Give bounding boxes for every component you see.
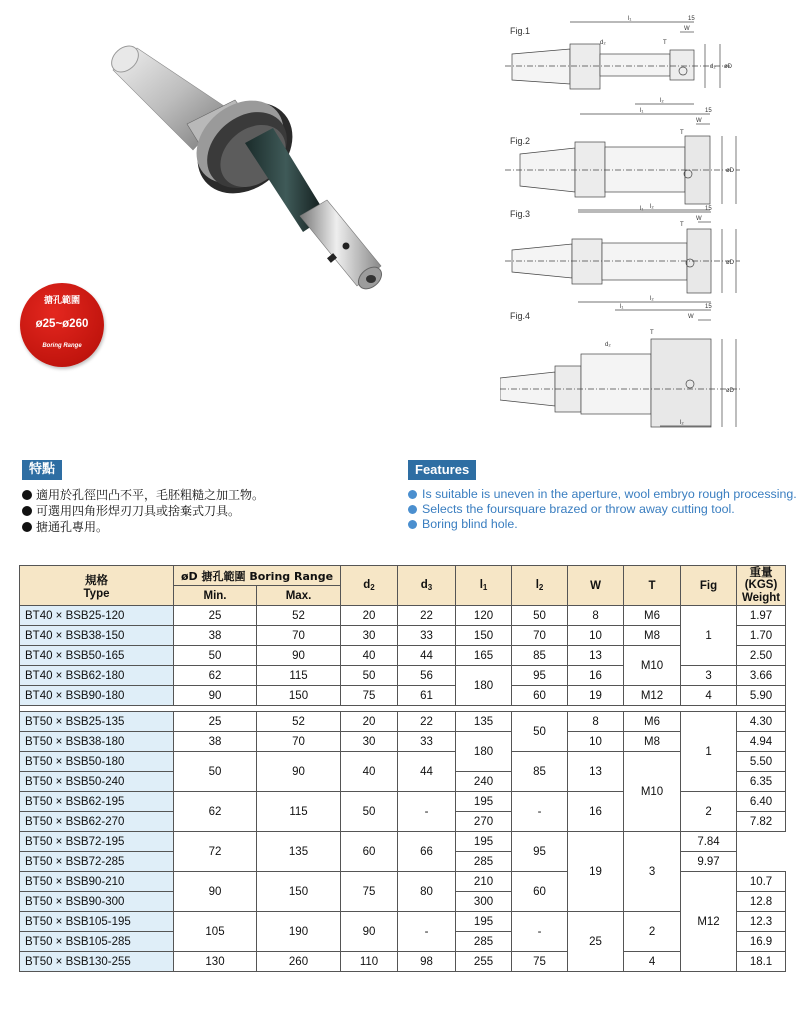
type-cell: BT50 × BSB105-195 <box>20 912 174 932</box>
table-row <box>20 952 786 972</box>
table-cell: 135 <box>456 712 512 732</box>
table-cell: 195 <box>456 832 512 852</box>
table-cell: 1 <box>681 606 737 666</box>
table-cell: 1.70 <box>737 626 786 646</box>
type-cell: BT50 × BSB25-135 <box>20 712 174 732</box>
table-cell: 180 <box>456 666 512 706</box>
svg-text:l₁: l₁ <box>628 16 632 22</box>
type-cell: BT50 × BSB62-195 <box>20 792 174 812</box>
svg-text:øD: øD <box>724 64 732 70</box>
type-cell: BT50 × BSB105-285 <box>20 932 174 952</box>
svg-text:l₁: l₁ <box>620 304 624 310</box>
table-cell: 44 <box>398 646 456 666</box>
table-cell: 10 <box>568 626 624 646</box>
table-cell: M12 <box>681 872 737 972</box>
table-row <box>20 752 786 772</box>
bullet-icon <box>408 490 417 499</box>
table-cell: 9.97 <box>681 852 737 872</box>
technical-drawings <box>500 14 750 434</box>
type-cell: BT50 × BSB90-300 <box>20 892 174 912</box>
type-cell: BT50 × BSB50-240 <box>20 772 174 792</box>
table-cell: 115 <box>257 666 341 686</box>
table-cell: 195 <box>456 912 512 932</box>
fig2-label: Fig.2 <box>510 136 531 146</box>
table-cell: 3 <box>624 832 681 912</box>
drawing-lines <box>500 14 750 434</box>
table-cell: 1 <box>681 712 737 792</box>
table-cell: 50 <box>512 712 568 752</box>
table-cell: 3.66 <box>737 666 786 686</box>
table-cell: 90 <box>341 912 398 952</box>
features-cn-list <box>22 487 264 535</box>
table-cell: 95 <box>512 832 568 872</box>
table-row <box>20 912 786 932</box>
table-cell: 44 <box>398 752 456 792</box>
type-cell: BT40 × BSB25-120 <box>20 606 174 626</box>
type-cell: BT50 × BSB72-195 <box>20 832 174 852</box>
table-cell: 22 <box>398 712 456 732</box>
table-row <box>20 712 786 732</box>
svg-text:l₂: l₂ <box>650 296 654 302</box>
table-cell: 19 <box>568 832 624 912</box>
table-cell: 8 <box>568 712 624 732</box>
table-cell: 18.1 <box>737 952 786 972</box>
table-cell: 33 <box>398 732 456 752</box>
table-cell: 50 <box>341 792 398 832</box>
table-cell: 5.90 <box>737 686 786 706</box>
table-cell: 165 <box>456 646 512 666</box>
type-cell: BT50 × BSB50-180 <box>20 752 174 772</box>
table-cell: 150 <box>257 872 341 912</box>
table-cell: 75 <box>512 952 568 972</box>
table-cell: 4.94 <box>737 732 786 752</box>
svg-text:l₂: l₂ <box>660 98 664 104</box>
svg-text:W: W <box>696 216 702 222</box>
table-cell: 285 <box>456 932 512 952</box>
type-cell: BT50 × BSB62-270 <box>20 812 174 832</box>
max-header: Max. <box>257 586 341 606</box>
table-cell: 180 <box>456 732 512 772</box>
bullet-icon <box>408 520 417 529</box>
table-cell: 240 <box>456 772 512 792</box>
table-cell: 20 <box>341 712 398 732</box>
table-cell: 7.82 <box>737 812 786 832</box>
w-header: W <box>568 566 624 606</box>
table-cell: 56 <box>398 666 456 686</box>
table-cell: 5.50 <box>737 752 786 772</box>
table-cell: 62 <box>174 792 257 832</box>
table-cell: 62 <box>174 666 257 686</box>
svg-text:15: 15 <box>705 108 712 114</box>
bullet-icon <box>408 505 417 514</box>
table-cell: 260 <box>257 952 341 972</box>
table-cell: - <box>398 792 456 832</box>
table-cell: 2 <box>681 792 737 832</box>
svg-text:d₂: d₂ <box>600 40 606 46</box>
list-item: 可選用四角形焊刃刀具或捨棄式刀具。 <box>22 503 264 519</box>
svg-text:W: W <box>684 26 690 32</box>
table-cell: 10.7 <box>737 872 786 892</box>
d3-header: $d_3$ <box>398 566 456 606</box>
bullet-icon <box>22 522 32 532</box>
table-cell: 10 <box>568 732 624 752</box>
table-cell: 7.84 <box>681 832 737 852</box>
table-cell: 150 <box>456 626 512 646</box>
type-cell: BT40 × BSB62-180 <box>20 666 174 686</box>
table-cell: 22 <box>398 606 456 626</box>
table-cell: 25 <box>174 712 257 732</box>
spec-table <box>19 565 786 972</box>
table-cell: 16.9 <box>737 932 786 952</box>
list-item: Boring blind hole. <box>408 517 797 532</box>
table-cell: 120 <box>456 606 512 626</box>
table-cell: 2 <box>624 912 681 952</box>
table-cell: 38 <box>174 626 257 646</box>
table-cell: 50 <box>341 666 398 686</box>
svg-text:l₂: l₂ <box>680 420 684 426</box>
table-cell: 30 <box>341 732 398 752</box>
table-cell: 33 <box>398 626 456 646</box>
table-cell: 150 <box>257 686 341 706</box>
table-cell: 38 <box>174 732 257 752</box>
table-cell: 30 <box>341 626 398 646</box>
table-cell: 25 <box>174 606 257 626</box>
list-item: 搪通孔專用。 <box>22 519 264 535</box>
table-cell: 4.30 <box>737 712 786 732</box>
table-row <box>20 646 786 666</box>
table-cell: 13 <box>568 646 624 666</box>
type-cell: BT50 × BSB130-255 <box>20 952 174 972</box>
badge-range: ø25~ø260 <box>35 318 89 330</box>
table-cell: 80 <box>398 872 456 912</box>
svg-text:d₂: d₂ <box>605 342 611 348</box>
table-cell: 85 <box>512 646 568 666</box>
table-cell: 61 <box>398 686 456 706</box>
table-cell: M10 <box>624 752 681 832</box>
bullet-icon <box>22 506 32 516</box>
table-row <box>20 606 786 626</box>
table-cell: 135 <box>257 832 341 872</box>
svg-text:T: T <box>650 330 654 336</box>
table-cell: 52 <box>257 712 341 732</box>
table-cell: 13 <box>568 752 624 792</box>
table-cell: 75 <box>341 872 398 912</box>
table-cell: 70 <box>257 732 341 752</box>
fig1-label: Fig.1 <box>510 26 531 36</box>
table-cell: 1.97 <box>737 606 786 626</box>
svg-text:øD: øD <box>726 168 734 174</box>
table-row <box>20 832 786 852</box>
svg-text:T: T <box>663 40 667 46</box>
table-cell: 195 <box>456 792 512 812</box>
type-header: 規格 Type <box>20 566 174 606</box>
type-cell: BT50 × BSB72-285 <box>20 852 174 872</box>
t-header: T <box>624 566 681 606</box>
l1-header: $l_1$ <box>456 566 512 606</box>
table-cell: 60 <box>341 832 398 872</box>
table-cell: 50 <box>174 752 257 792</box>
svg-text:15: 15 <box>705 304 712 310</box>
table-row <box>20 732 786 752</box>
svg-text:W: W <box>688 314 694 320</box>
table-cell: 105 <box>174 912 257 952</box>
table-cell: - <box>398 912 456 952</box>
list-item: Selects the foursquare brazed or throw away cutting tool. <box>408 502 797 517</box>
table-row <box>20 686 786 706</box>
table-cell: 4 <box>624 952 681 972</box>
l2-header: $l_2$ <box>512 566 568 606</box>
table-cell: 40 <box>341 752 398 792</box>
table-cell: 75 <box>341 686 398 706</box>
table-cell: M6 <box>624 606 681 626</box>
table-cell: - <box>512 792 568 832</box>
d2-header: $d_2$ <box>341 566 398 606</box>
table-cell: 50 <box>174 646 257 666</box>
table-cell: - <box>512 912 568 952</box>
table-cell: 115 <box>257 792 341 832</box>
table-cell: 52 <box>257 606 341 626</box>
table-cell: 20 <box>341 606 398 626</box>
weight-header: 重量 (KGS) Weight <box>737 566 786 606</box>
table-cell: 16 <box>568 792 624 832</box>
features-en-list <box>408 487 797 532</box>
table-cell: 4 <box>681 686 737 706</box>
type-cell: BT40 × BSB90-180 <box>20 686 174 706</box>
table-cell: 85 <box>512 752 568 792</box>
table-cell: 255 <box>456 952 512 972</box>
table-cell: 270 <box>456 812 512 832</box>
table-cell: 70 <box>512 626 568 646</box>
table-cell: 16 <box>568 666 624 686</box>
type-cell: BT40 × BSB38-150 <box>20 626 174 646</box>
boring-bar-holder-photo <box>95 38 395 308</box>
table-cell: 50 <box>512 606 568 626</box>
list-item: Is suitable is uneven in the aperture, wool embryo rough processing. <box>408 487 797 502</box>
table-cell: M8 <box>624 732 681 752</box>
boring-range-header: øD 搪孔範圍 Boring Range <box>174 566 341 586</box>
svg-text:15: 15 <box>705 206 712 212</box>
table-cell: 6.40 <box>737 792 786 812</box>
fig3-label: Fig.3 <box>510 209 531 219</box>
table-cell: 12.8 <box>737 892 786 912</box>
table-cell: M8 <box>624 626 681 646</box>
table-cell: 72 <box>174 832 257 872</box>
svg-text:l₁: l₁ <box>640 206 644 212</box>
badge-caption: Boring Range <box>42 343 82 349</box>
table-cell: M10 <box>624 646 681 686</box>
boring-range-badge <box>20 283 104 367</box>
svg-text:l₁: l₁ <box>640 108 644 114</box>
features-cn-header: 特點 <box>22 460 62 480</box>
table-cell: 66 <box>398 832 456 872</box>
svg-text:l₂: l₂ <box>650 204 654 210</box>
table-cell: 12.3 <box>737 912 786 932</box>
table-cell: 190 <box>257 912 341 952</box>
table-cell: M6 <box>624 712 681 732</box>
table-cell: 95 <box>512 666 568 686</box>
svg-text:W: W <box>696 118 702 124</box>
table-cell: 70 <box>257 626 341 646</box>
table-cell: 90 <box>257 646 341 666</box>
table-cell: 90 <box>257 752 341 792</box>
table-cell: M12 <box>624 686 681 706</box>
svg-text:øD: øD <box>726 260 734 266</box>
table-cell: 98 <box>398 952 456 972</box>
table-cell: 60 <box>512 686 568 706</box>
table-cell: 90 <box>174 686 257 706</box>
fig4-label: Fig.4 <box>510 311 531 321</box>
table-cell: 110 <box>341 952 398 972</box>
badge-title: 搪孔範圍 <box>43 296 80 306</box>
table-cell: 19 <box>568 686 624 706</box>
svg-text:d₂: d₂ <box>710 64 716 70</box>
table-cell: 6.35 <box>737 772 786 792</box>
table-cell: 60 <box>512 872 568 912</box>
table-cell: 210 <box>456 872 512 892</box>
svg-text:øD: øD <box>726 388 734 394</box>
list-item: 適用於孔徑凹凸不平，毛胚粗糙之加工物。 <box>22 487 264 503</box>
table-row <box>20 626 786 646</box>
table-cell: 300 <box>456 892 512 912</box>
table-cell: 285 <box>456 852 512 872</box>
table-header-row <box>20 566 786 586</box>
table-cell: 130 <box>174 952 257 972</box>
table-cell: 2.50 <box>737 646 786 666</box>
type-cell: BT50 × BSB38-180 <box>20 732 174 752</box>
svg-text:15: 15 <box>688 16 695 22</box>
bullet-icon <box>22 490 32 500</box>
features-en-header: Features <box>408 460 476 480</box>
table-cell: 25 <box>568 912 624 972</box>
table-cell: 90 <box>174 872 257 912</box>
type-cell: BT50 × BSB90-210 <box>20 872 174 892</box>
fig-header: Fig <box>681 566 737 606</box>
table-cell: 3 <box>681 666 737 686</box>
svg-text:T: T <box>680 130 684 136</box>
svg-text:T: T <box>680 222 684 228</box>
table-cell: 8 <box>568 606 624 626</box>
min-header: Min. <box>174 586 257 606</box>
table-cell: 40 <box>341 646 398 666</box>
type-cell: BT40 × BSB50-165 <box>20 646 174 666</box>
